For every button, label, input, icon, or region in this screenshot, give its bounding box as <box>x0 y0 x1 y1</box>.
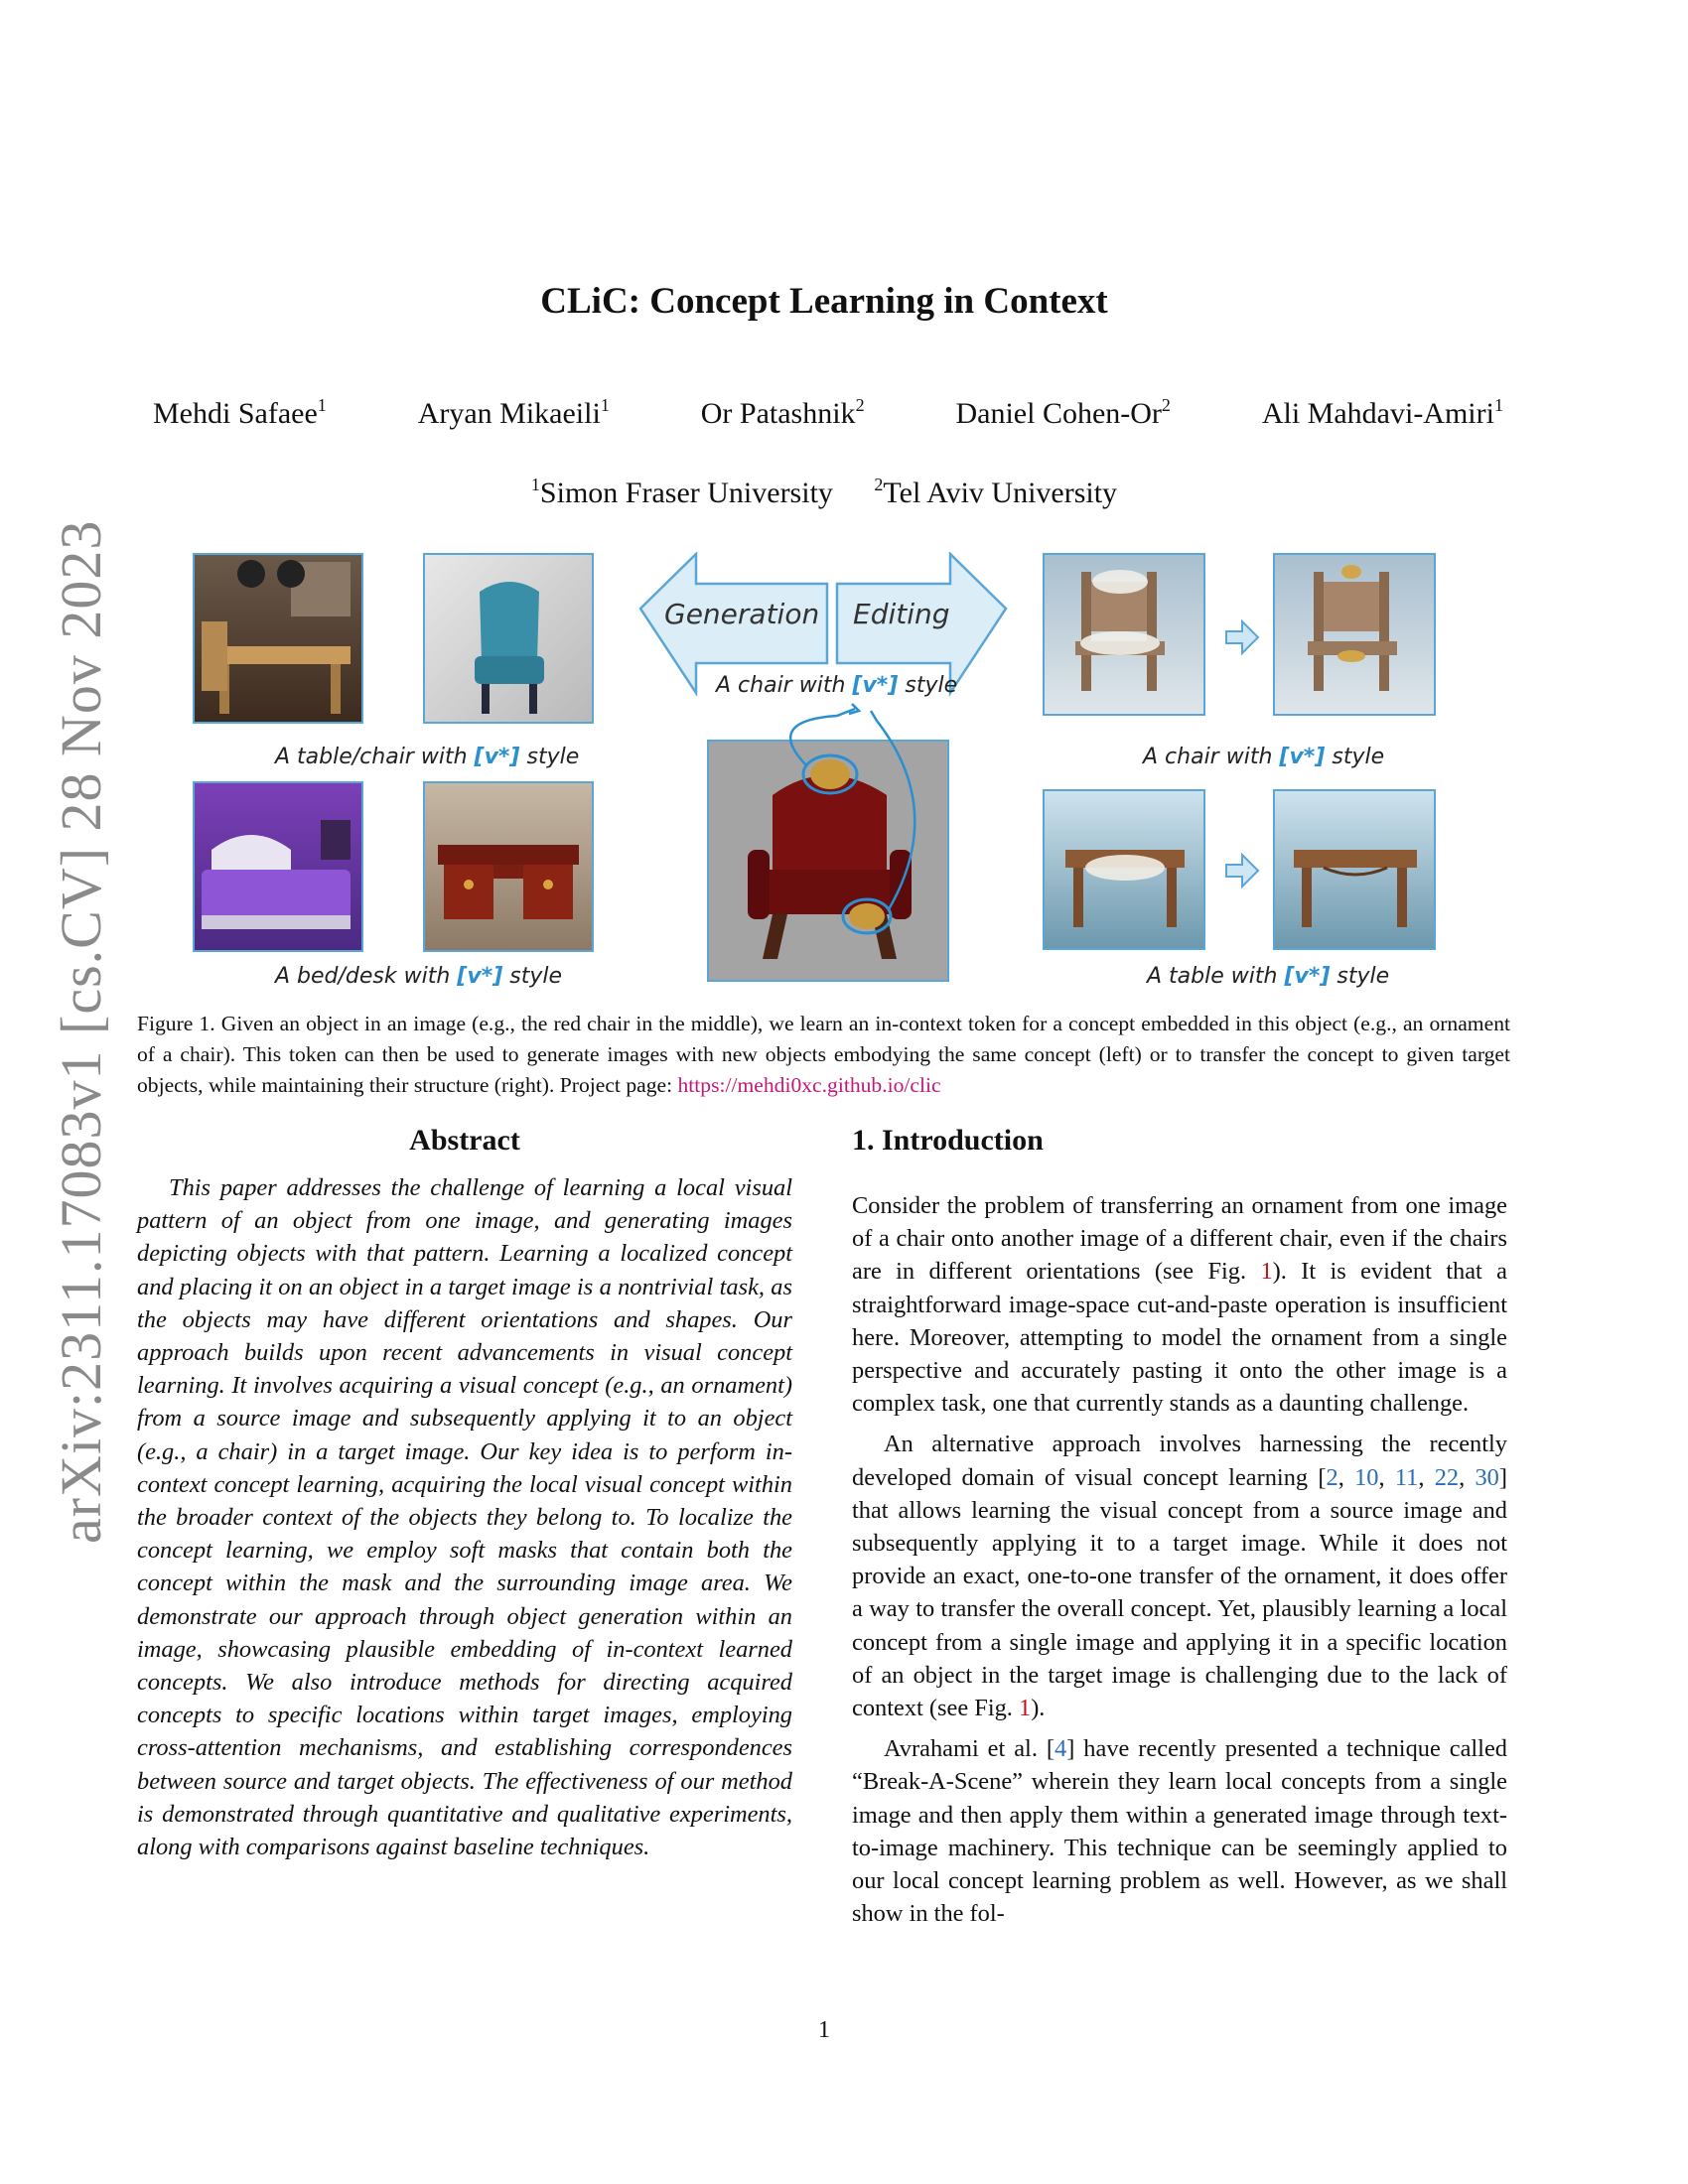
affiliations <box>0 475 1648 510</box>
abstract-heading: Abstract <box>409 1124 520 1157</box>
citation[interactable]: 22 <box>1434 1463 1460 1491</box>
paragraph: Avrahami et al. [4] have recently presented a technique called “Break-A-Scene” wherein they learn local concepts from a single image and then apply them within a generated image through text-to-image machinery. This technique can be seemingly applied to our local concept learning problem as well. However, as we shall show in the fol- <box>852 1735 1507 1928</box>
edited-chair-image <box>1274 554 1435 715</box>
paper-title: CLiC: Concept Learning in Context <box>540 281 1108 322</box>
figure-artwork <box>192 552 1455 989</box>
citation[interactable]: 10 <box>1354 1463 1379 1491</box>
page-number: 1 <box>818 2017 830 2043</box>
prompt-label: A chair with [v*] style <box>716 673 958 698</box>
prompt-label: A chair with [v*] style <box>1143 745 1385 769</box>
author: Daniel Cohen-Or$^2$ <box>955 395 1171 430</box>
target-chair-image <box>1044 554 1204 715</box>
arxiv-identifier: arXiv:2311.17083v1 [cs.CV] 28 Nov 2023 <box>49 519 113 1544</box>
citation[interactable]: 2 <box>1326 1463 1338 1491</box>
edited-table-image <box>1274 790 1435 949</box>
prompt-label: A table with [v*] style <box>1147 964 1390 989</box>
abstract-text: This paper addresses the challenge of learning a local visual pattern of an object from one image, and generating images depicting objects with that pattern. Learning a localized concept and placing it on an object in a target image is a nontrivial task, as the objects may have different orientations and shapes. Our approach builds upon recent advancements in visual concept learning. It involves acquiring a visual concept (e.g., an ornament) from a source image and subsequently applying it to an object (e.g., a chair) in a target image. Our key idea is to perform in-context concept learning, acquiring the local visual concept within the broader context of the objects they belong to. To localize the concept learning, we employ soft masks that contain both the concept within the mask and the surrounding image area. We demonstrate our approach through object generation within an image, showcasing plausible embedding of in-context learned concepts. We also introduce methods for directing acquired concepts to specific locations within target images, employing cross-attention mechanisms, and establishing correspondences between source and target objects. The effectiveness of our method is demonstrated through quantitative and qualitative experiments, along with comparisons against baseline techniques. <box>137 1174 792 1861</box>
prompt-label: A table/chair with [v*] style <box>275 745 580 769</box>
edit-arrow-icon <box>1226 855 1258 887</box>
generated-desk-image <box>424 782 593 951</box>
figure-reference[interactable]: 1 <box>1260 1258 1273 1286</box>
citation[interactable]: 11 <box>1394 1463 1419 1491</box>
generation-label: Generation <box>664 598 820 630</box>
author: Mehdi Safaee$^1$ <box>153 395 327 430</box>
introduction-text <box>852 1189 1507 1938</box>
paragraph: Consider the problem of transferring an ornament from one image of a chair onto another image of a different chair, even if the chairs are in different orientations (see Fig. 1). It is evident that a straightforward image-space cut-and-paste operation is insufficient here. Moreover, attempting to model the ornament from a single perspective and accurately pasting it onto the other image is a complex task, one that currently stands as a daunting challenge. <box>852 1192 1508 1418</box>
figure-reference[interactable]: 1 <box>1018 1695 1032 1722</box>
project-page-link[interactable]: https://mehdi0xc.github.io/clic <box>677 1073 941 1097</box>
citation[interactable]: 30 <box>1475 1463 1499 1491</box>
source-chair-image <box>708 704 948 981</box>
author: Ali Mahdavi-Amiri$^1$ <box>1261 395 1503 430</box>
generated-bed-image <box>194 782 362 951</box>
author: Aryan Mikaeili$^1$ <box>417 395 610 430</box>
edit-arrow-icon <box>1226 621 1258 653</box>
section-heading: 1. Introduction <box>852 1124 1044 1157</box>
generated-chair-image <box>424 554 593 723</box>
teaser-figure <box>192 552 1455 989</box>
target-table-image <box>1044 790 1204 949</box>
paragraph: An alternative approach involves harnessing the recently developed domain of visual concept learning [2, 10, 11, 22, 30] that allows learning the visual concept from a source image and subsequently applying it to a target image. While it does not provide an exact, one-to-one transfer of the ornament, it does offer a way to transfer the overall concept. Yet, plausibly learning a local concept from a single image and applying it in a specific location of an object in the target image is challenging due to the lack of context (see Fig. 1). <box>852 1431 1507 1722</box>
author-list <box>153 395 1503 431</box>
editing-label: Editing <box>853 598 950 630</box>
prompt-label: A bed/desk with [v*] style <box>275 964 563 989</box>
affiliation: $^1$Simon Fraser University <box>530 475 833 509</box>
generated-dining-image <box>194 554 362 723</box>
affiliation: $^2$Tel Aviv University <box>874 475 1118 509</box>
author: Or Patashnik$^2$ <box>700 395 865 430</box>
figure-caption: Figure 1. Given an object in an image (e.g., the red chair in the middle), we learn an in-context token for a concept embedded in this object (e.g., an ornament of a chair). This token can then be used to generate images with new objects embodying the same concept (left) or to transfer the concept to given target objects, while maintaining their structure (right). Project page: https://mehdi0xc.github.io/clic <box>137 1012 1510 1097</box>
citation[interactable]: 4 <box>1055 1735 1067 1763</box>
